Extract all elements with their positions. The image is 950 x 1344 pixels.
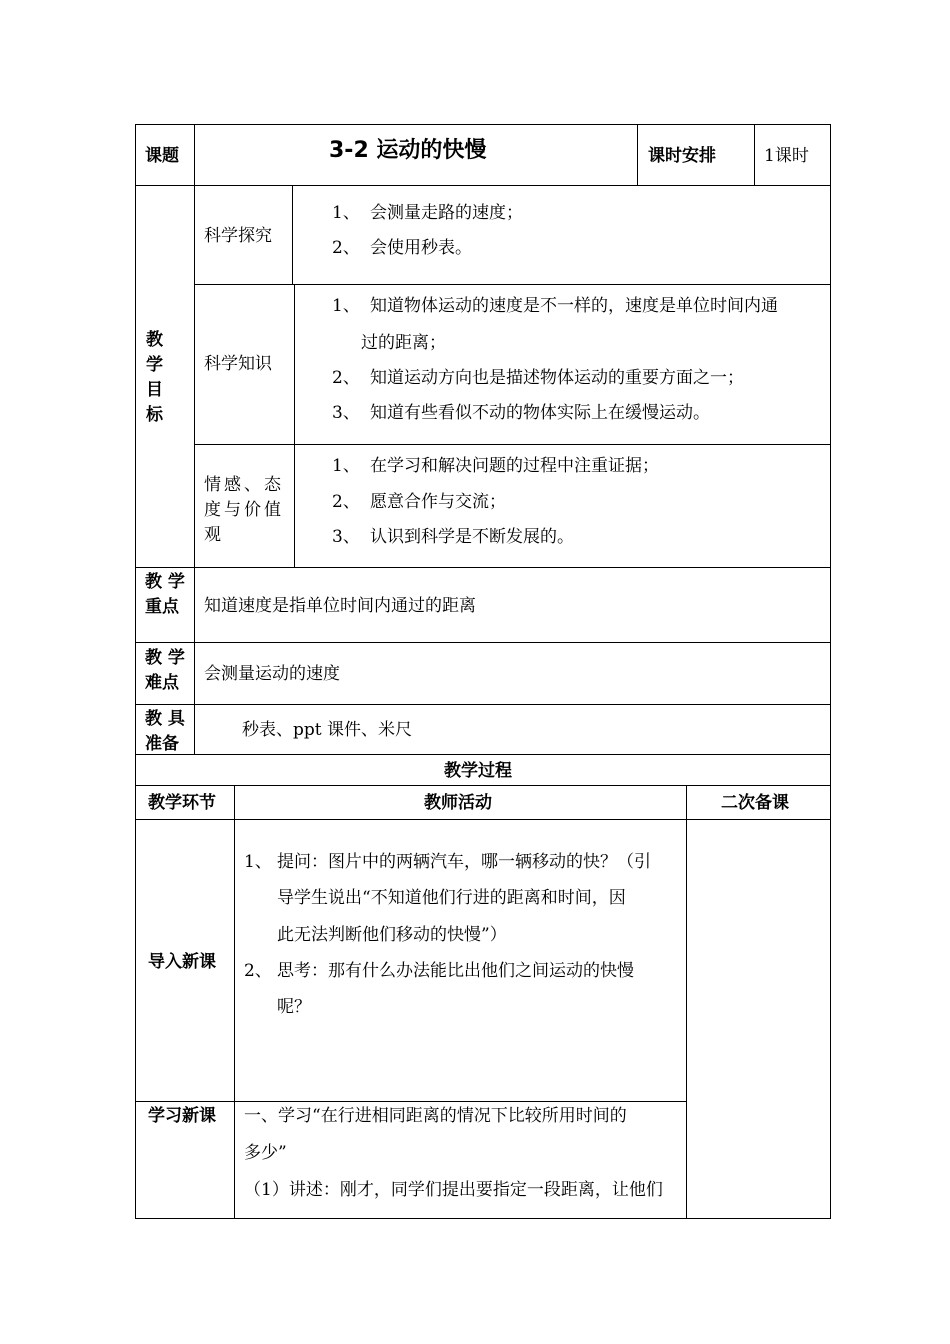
tools-label-line: 教 具: [145, 709, 185, 729]
inquiry-item-1: [332, 203, 523, 223]
science-knowledge-label: 科学知识: [204, 354, 272, 374]
knowledge-item-1: [332, 296, 778, 316]
attitude-label: [204, 473, 284, 548]
item-text: 思考：那有什么办法能比出他们之间运动的快慢: [277, 961, 634, 981]
item-text: 提问：图片中的两辆汽车，哪一辆移动的快？（引: [277, 852, 651, 872]
attitude-item-1: [332, 456, 659, 476]
objectives-label-char: 教: [146, 330, 163, 350]
hours-label: 课时安排: [648, 146, 716, 166]
key-point-value: 知道速度是指单位时间内通过的距离: [204, 596, 476, 616]
item-text: 知道有些看似不动的物体实际上在缓慢运动。: [370, 403, 710, 423]
col-teacher-header: 教师活动: [424, 793, 492, 813]
new-lesson-label: 学习新课: [148, 1106, 216, 1126]
key-point-label-line: 教 学: [145, 572, 185, 592]
tools-label-line: 准备: [145, 734, 179, 754]
process-title: 教学过程: [444, 761, 512, 781]
objectives-label: [146, 328, 166, 428]
item-number: 3、: [332, 527, 360, 547]
knowledge-item-3: [332, 403, 710, 423]
item-number: 1、: [332, 296, 360, 316]
item-number: 2、: [244, 961, 272, 981]
science-inquiry-label: 科学探究: [204, 226, 272, 246]
tools-label: [145, 707, 185, 757]
attitude-label-line: 度与价值: [204, 500, 284, 520]
difficulty-label-line: 教 学: [145, 648, 185, 668]
new-lesson-line-2: 多少”: [244, 1143, 287, 1163]
item-text: 会测量走路的速度；: [370, 203, 523, 223]
col-stage-header: 教学环节: [148, 793, 216, 813]
objectives-label-char: 目: [146, 380, 163, 400]
item-number: 3、: [332, 403, 360, 423]
item-number: 2、: [332, 238, 360, 258]
item-text: 会使用秒表。: [370, 238, 472, 258]
inquiry-item-2: [332, 238, 472, 258]
item-number: 1、: [332, 203, 360, 223]
item-text: 知道物体运动的速度是不一样的，速度是单位时间内通: [370, 296, 778, 316]
item-number: 2、: [332, 368, 360, 388]
attitude-item-2: [332, 492, 506, 512]
attitude-item-3: [332, 527, 574, 547]
item-text: 认识到科学是不断发展的。: [370, 527, 574, 547]
intro-item-2: [244, 961, 634, 981]
new-lesson-line-3: （1）讲述：刚才，同学们提出要指定一段距离，让他们: [244, 1180, 663, 1200]
objectives-label-char: 标: [146, 405, 163, 425]
intro-label: 导入新课: [148, 952, 216, 972]
item-text: 在学习和解决问题的过程中注重证据；: [370, 456, 659, 476]
item-text: 知道运动方向也是描述物体运动的重要方面之一；: [370, 368, 744, 388]
col-second-header: 二次备课: [721, 793, 789, 813]
objectives-label-char: 学: [146, 355, 163, 375]
intro-item-1-cont: 此无法判断他们移动的快慢”）: [277, 925, 507, 945]
attitude-label-line: 观: [204, 525, 221, 545]
difficulty-label: [145, 646, 185, 696]
key-point-label-line: 重点: [145, 597, 179, 617]
item-text: 愿意合作与交流；: [370, 492, 506, 512]
tools-value: 秒表、ppt 课件、米尺: [242, 720, 412, 740]
new-lesson-line-1: 一、学习“在行进相同距离的情况下比较所用时间的: [244, 1106, 627, 1126]
topic-label: 课题: [145, 146, 179, 166]
intro-item-2-cont: 呢？: [277, 997, 311, 1017]
topic-title: 3-2 运动的快慢: [329, 138, 487, 163]
difficulty-value: 会测量运动的速度: [204, 664, 340, 684]
difficulty-label-line: 难点: [145, 673, 179, 693]
knowledge-item-1-cont: 过的距离；: [361, 333, 446, 353]
item-number: 1、: [244, 852, 272, 872]
hours-value: 1课时: [764, 146, 809, 166]
attitude-label-line: 情感、态: [204, 475, 284, 495]
intro-item-1: [244, 852, 651, 872]
knowledge-item-2: [332, 368, 744, 388]
item-number: 2、: [332, 492, 360, 512]
intro-item-1-cont: 导学生说出“不知道他们行进的距离和时间，因: [277, 888, 626, 908]
item-number: 1、: [332, 456, 360, 476]
key-point-label: [145, 570, 185, 620]
